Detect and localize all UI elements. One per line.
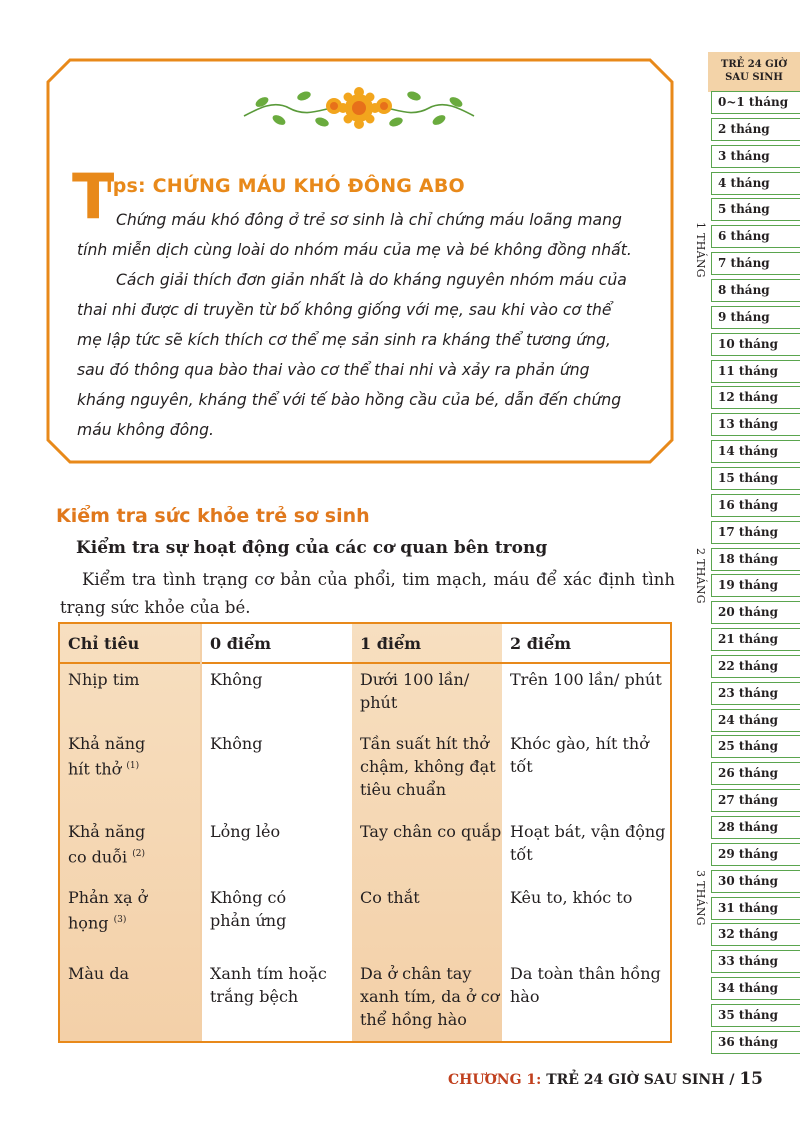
table-header-cell: Chỉ tiêu	[68, 634, 140, 653]
month-tab[interactable]: 10 tháng	[711, 333, 800, 356]
table-cell-line: tiêu chuẩn	[360, 780, 447, 799]
footer-title: TRẺ 24 GIỜ SAU SINH /	[546, 1072, 735, 1088]
table-cell-line: Tần suất hít thở	[360, 734, 490, 753]
table-cell-line: Phản xạ ở	[68, 888, 148, 907]
table-cell-line: Co thắt	[360, 888, 420, 907]
table-cell-line: trắng bệch	[210, 987, 299, 1006]
month-tab[interactable]: 6 tháng	[711, 225, 800, 248]
tips-line: mẹ lập tức sẽ kích thích cơ thể mẹ sản sinh ra kháng thể tương ứng,	[77, 331, 611, 349]
table-cell-line: tốt	[510, 757, 533, 776]
table-cell-line: Lỏng lẻo	[210, 822, 281, 841]
table-cell	[510, 962, 661, 1008]
table-cell	[360, 668, 469, 714]
table-header-cell: 2 điểm	[510, 634, 572, 653]
footnote-marker: (1)	[126, 761, 140, 771]
month-tab[interactable]: 14 tháng	[711, 440, 800, 463]
table-cell	[210, 668, 262, 691]
table-cell-line: Xanh tím hoặc	[210, 964, 327, 983]
month-tab[interactable]: 7 tháng	[711, 252, 800, 275]
table-cell-line: Trên 100 lần/ phút	[510, 670, 662, 689]
table-cell-line	[68, 843, 145, 868]
health-score-table	[58, 622, 672, 1043]
table-cell-line: Kêu to, khóc to	[510, 888, 633, 907]
table-cell	[68, 962, 129, 985]
table-cell	[68, 820, 145, 868]
sidebar-header-line: TRẺ 24 GIỜ	[720, 59, 788, 70]
month-tab[interactable]: 15 tháng	[711, 467, 800, 490]
page-footer	[448, 1069, 763, 1089]
month-tab[interactable]: 16 tháng	[711, 494, 800, 517]
month-tab[interactable]: 4 tháng	[711, 172, 800, 195]
month-tab[interactable]: 28 tháng	[711, 816, 800, 839]
month-tab[interactable]: 26 tháng	[711, 762, 800, 785]
header-divider	[60, 662, 670, 664]
table-cell-line: Nhịp tim	[68, 670, 140, 689]
table-cell-line: tốt	[510, 845, 533, 864]
month-tab[interactable]: 34 tháng	[711, 977, 800, 1000]
table-cell	[68, 886, 147, 934]
month-tab[interactable]: 31 tháng	[711, 897, 800, 920]
section-subtitle: Kiểm tra sự hoạt động của các cơ quan bên trong	[76, 538, 548, 558]
month-tab[interactable]: 2 tháng	[711, 118, 800, 141]
table-cell	[360, 732, 496, 801]
table-cell-line: hào	[510, 987, 540, 1006]
table-cell-text: co duỗi	[68, 847, 128, 867]
table-cell	[210, 732, 262, 755]
sidebar-header	[708, 52, 800, 92]
table-cell-line: chậm, không đạt	[360, 757, 496, 776]
table-cell	[510, 732, 649, 778]
tips-line: tính miễn dịch cùng loài do nhóm máu của mẹ và bé không đồng nhất.	[77, 241, 632, 259]
sidebar-header-line: SAU SINH	[725, 72, 783, 83]
table-cell-line: phút	[360, 693, 398, 712]
table-cell-text: hít thở	[68, 759, 122, 779]
table-cell-line	[68, 755, 145, 780]
table-cell-line	[68, 909, 147, 934]
tips-line: thai nhi được di truyền từ bố không giống với mẹ, sau khi vào cơ thể	[77, 301, 612, 319]
table-cell	[360, 962, 499, 1031]
table-cell-line: phản ứng	[210, 911, 287, 930]
month-tab[interactable]: 29 tháng	[711, 843, 800, 866]
table-cell	[210, 962, 327, 1008]
table-cell	[210, 886, 286, 932]
tips-line: máu không đông.	[77, 421, 214, 439]
table-cell-line: Khóc gào, hít thở	[510, 734, 649, 753]
table-cell-line: xanh tím, da ở cơ	[360, 987, 500, 1006]
table-cell-line: Dưới 100 lần/	[360, 670, 470, 689]
month-tab[interactable]: 21 tháng	[711, 628, 800, 651]
section-intro: Kiểm tra tình trạng cơ bản của phổi, tim mạch, máu để xác định tình trạng sức khỏe của bé.	[60, 570, 675, 617]
table-cell	[360, 820, 501, 843]
month-tab[interactable]: 25 tháng	[711, 735, 800, 758]
table-header-cell: 0 điểm	[210, 634, 272, 653]
table-cell	[68, 668, 139, 691]
group-label-1: 1 THÁNG	[694, 222, 707, 278]
group-label-2: 2 THÁNG	[694, 548, 707, 604]
table-cell-text: họng	[68, 913, 109, 933]
month-tab[interactable]: 36 tháng	[711, 1031, 800, 1054]
table-cell-line: Tay chân co quắp	[360, 822, 502, 841]
month-tab[interactable]: 32 tháng	[711, 923, 800, 946]
month-tab[interactable]: 5 tháng	[711, 198, 800, 221]
table-cell-line: Khả năng	[68, 734, 146, 753]
tips-line: kháng nguyên, kháng thể với tế bào hồng cầu của bé, dẫn đến chứng	[77, 391, 622, 409]
footer-chapter: CHƯƠNG 1:	[448, 1072, 542, 1088]
month-tab[interactable]: 35 tháng	[711, 1004, 800, 1027]
table-cell-line: Màu da	[68, 964, 130, 983]
table-cell-line: Da ở chân tay	[360, 964, 472, 983]
tips-line: Cách giải thích đơn giản nhất là do kháng nguyên nhóm máu của	[116, 271, 627, 289]
month-tab[interactable]: 0~1 tháng	[711, 91, 800, 114]
table-cell-line: Không có	[210, 888, 287, 907]
tips-drop-cap: T	[72, 160, 115, 233]
column-divider	[200, 624, 202, 1041]
table-cell-line: Da toàn thân hồng	[510, 964, 661, 983]
table-cell	[510, 820, 665, 866]
month-tab[interactable]: 8 tháng	[711, 279, 800, 302]
footnote-marker: (2)	[132, 849, 145, 859]
table-cell-line: Không	[210, 734, 263, 753]
month-tab[interactable]: 3 tháng	[711, 145, 800, 168]
floral-ornament-icon	[234, 78, 484, 138]
table-header-cell: 1 điểm	[360, 634, 422, 653]
month-tab[interactable]: 22 tháng	[711, 655, 800, 678]
month-tab[interactable]: 18 tháng	[711, 548, 800, 571]
table-cell-line: Hoạt bát, vận động	[510, 822, 666, 841]
month-tab[interactable]: 23 tháng	[711, 682, 800, 705]
table-cell-line: Khả năng	[68, 822, 146, 841]
month-tab[interactable]: 19 tháng	[711, 574, 800, 597]
month-tab[interactable]: 27 tháng	[711, 789, 800, 812]
table-cell	[210, 820, 280, 843]
month-tab[interactable]: 20 tháng	[711, 601, 800, 624]
month-tab[interactable]: 9 tháng	[711, 306, 800, 329]
month-tab[interactable]: 12 tháng	[711, 386, 800, 409]
month-tab[interactable]: 30 tháng	[711, 870, 800, 893]
month-tab[interactable]: 11 tháng	[711, 360, 800, 383]
month-tab[interactable]: 13 tháng	[711, 413, 800, 436]
month-tab[interactable]: 24 tháng	[711, 709, 800, 732]
table-cell-line: thể hồng hào	[360, 1010, 467, 1029]
table-cell	[68, 732, 145, 780]
footnote-marker: (3)	[113, 915, 127, 925]
tips-line: Chứng máu khó đông ở trẻ sơ sinh là chỉ chứng máu loãng mang	[116, 211, 622, 229]
month-tab[interactable]: 17 tháng	[711, 521, 800, 544]
group-label-3: 3 THÁNG	[694, 870, 707, 926]
table-cell	[510, 668, 662, 691]
section-title: Kiểm tra sức khỏe trẻ sơ sinh	[56, 505, 370, 527]
tips-title: ips: CHỨNG MÁU KHÓ ĐÔNG ABO	[106, 175, 465, 197]
page-number: 15	[739, 1069, 763, 1089]
tips-line: sau đó thông qua bào thai vào cơ thể thai nhi và xảy ra phản ứng	[77, 361, 590, 379]
table-cell	[510, 886, 632, 909]
month-tab[interactable]: 33 tháng	[711, 950, 800, 973]
table-cell	[360, 886, 420, 909]
table-cell-line: Không	[210, 670, 263, 689]
